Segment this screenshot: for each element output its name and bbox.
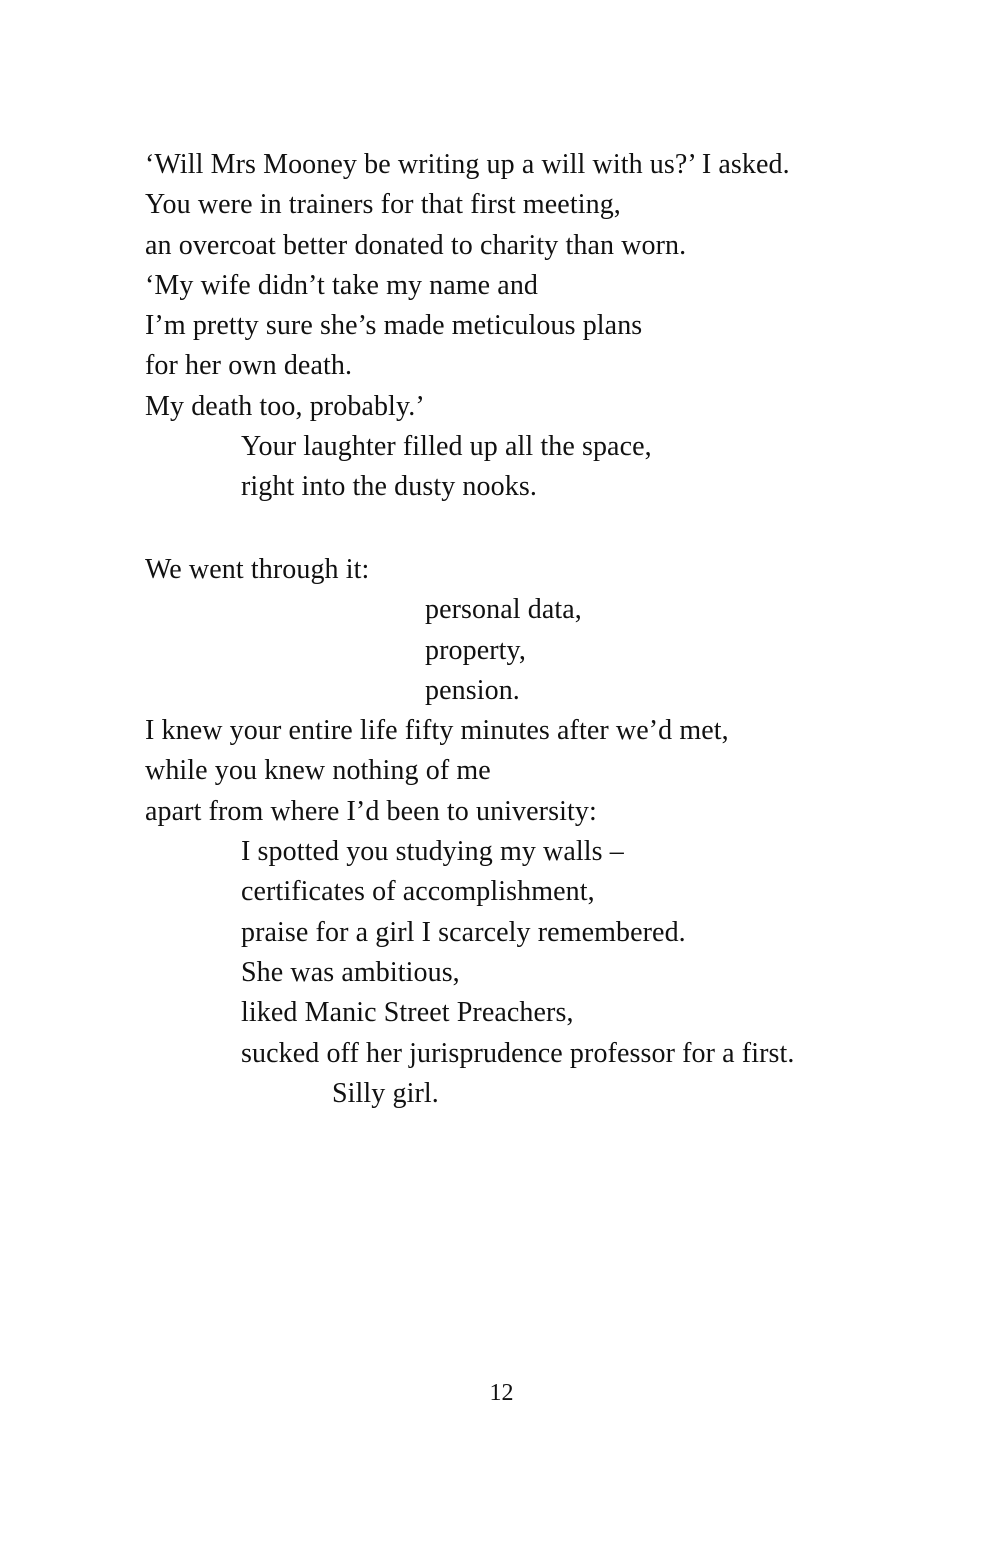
poem-line: ‘Will Mrs Mooney be writing up a will with us?’ I asked. <box>145 149 790 180</box>
poem-line-indented: right into the dusty nooks. <box>241 471 537 503</box>
poem-line-indented: I spotted you studying my walls – <box>241 836 624 868</box>
poem-line: for her own death. <box>145 350 353 382</box>
poem-line: We went through it: <box>145 554 370 585</box>
poem-line: ‘My wife didn’t take my name and <box>145 269 539 301</box>
poem-line: You were in trainers for that first meeting, <box>145 189 621 221</box>
poem-line-indented: sucked off her jurisprudence professor for a first. <box>241 1037 795 1069</box>
poem-line: My death too, probably.’ <box>145 390 425 422</box>
poem-line-indented: praise for a girl I scarcely remembered. <box>241 916 686 948</box>
poem-line-list-item: personal data, <box>425 594 582 626</box>
poem-line-closing: Silly girl. <box>332 1077 439 1109</box>
poem-stanza-2 <box>0 550 987 1114</box>
poem-line-indented: She was ambitious, <box>241 956 460 988</box>
poem-stanza-1 <box>0 145 987 508</box>
poem-line-list-item: pension. <box>425 674 520 706</box>
poem-line: I knew your entire life fifty minutes after we’d met, <box>145 715 729 747</box>
poem-line-indented: liked Manic Street Preachers, <box>241 997 574 1029</box>
poem-line: apart from where I’d been to university: <box>145 795 597 827</box>
page-number: 12 <box>489 1380 514 1406</box>
poem-line-indented: certificates of accomplishment, <box>241 876 595 908</box>
poem-line-indented: Your laughter filled up all the space, <box>241 431 652 463</box>
poem-line: I’m pretty sure she’s made meticulous plans <box>145 310 643 342</box>
poem-line: an overcoat better donated to charity than worn. <box>145 229 687 261</box>
poem-line-list-item: property, <box>425 634 526 666</box>
poem-line: while you knew nothing of me <box>145 755 491 787</box>
